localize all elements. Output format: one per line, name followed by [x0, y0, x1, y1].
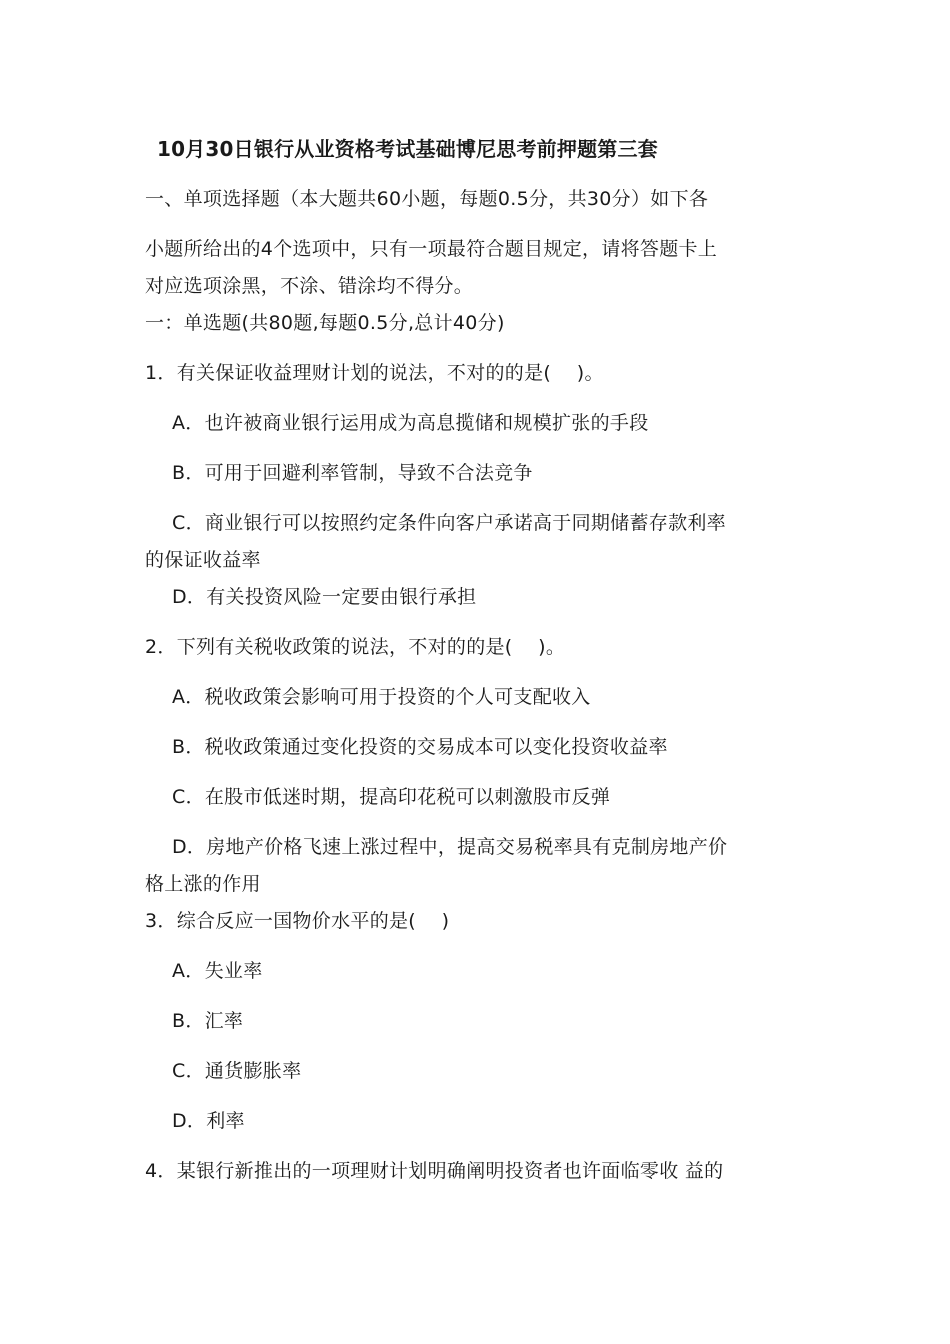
document-title: 10月30日银行从业资格考试基础博尼思考前押题第三套	[157, 137, 658, 161]
question-1-option-a: A．也许被商业银行运用成为高息揽储和规模扩张的手段	[172, 412, 649, 434]
question-3-option-c: C．通货膨胀率	[172, 1060, 302, 1082]
question-1-option-b: B．可用于回避利率管制，导致不合法竞争	[172, 462, 533, 484]
question-1-option-c-line-2: 的保证收益率	[145, 549, 261, 571]
question-2-option-c: C．在股市低迷时期，提高印花税可以刺激股市反弹	[172, 786, 611, 808]
question-2-option-d-line-1: D．房地产价格飞速上涨过程中，提高交易税率具有克制房地产价	[172, 836, 728, 858]
question-3-option-a: A．失业率	[172, 960, 263, 982]
question-2-option-a: A．税收政策会影响可用于投资的个人可支配收入	[172, 686, 591, 708]
section-intro-line-1: 一、单项选择题（本大题共60小题，每题0.5分，共30分）如下各	[145, 188, 709, 210]
question-3-stem: 3．综合反应一国物价水平的是( )	[145, 910, 450, 932]
section-subtitle: 一：单选题(共80题,每题0.5分,总计40分)	[145, 312, 505, 334]
section-intro-line-2: 小题所给出的4个选项中，只有一项最符合题目规定，请将答题卡上	[145, 238, 718, 260]
question-1-stem: 1．有关保证收益理财计划的说法，不对的的是( )。	[145, 362, 604, 384]
section-intro-line-3: 对应选项涂黑，不涂、错涂均不得分。	[145, 275, 474, 297]
question-2-option-b: B．税收政策通过变化投资的交易成本可以变化投资收益率	[172, 736, 668, 758]
question-1-option-d: D．有关投资风险一定要由银行承担	[172, 586, 477, 608]
question-4-stem: 4．某银行新推出的一项理财计划明确阐明投资者也许面临零收 益的	[145, 1160, 724, 1182]
question-1-option-c-line-1: C．商业银行可以按照约定条件向客户承诺高于同期储蓄存款利率	[172, 512, 726, 534]
question-2-stem: 2．下列有关税收政策的说法，不对的的是( )。	[145, 636, 566, 658]
question-3-option-b: B．汇率	[172, 1010, 244, 1032]
question-3-option-d: D．利率	[172, 1110, 245, 1132]
question-2-option-d-line-2: 格上涨的作用	[145, 873, 261, 895]
